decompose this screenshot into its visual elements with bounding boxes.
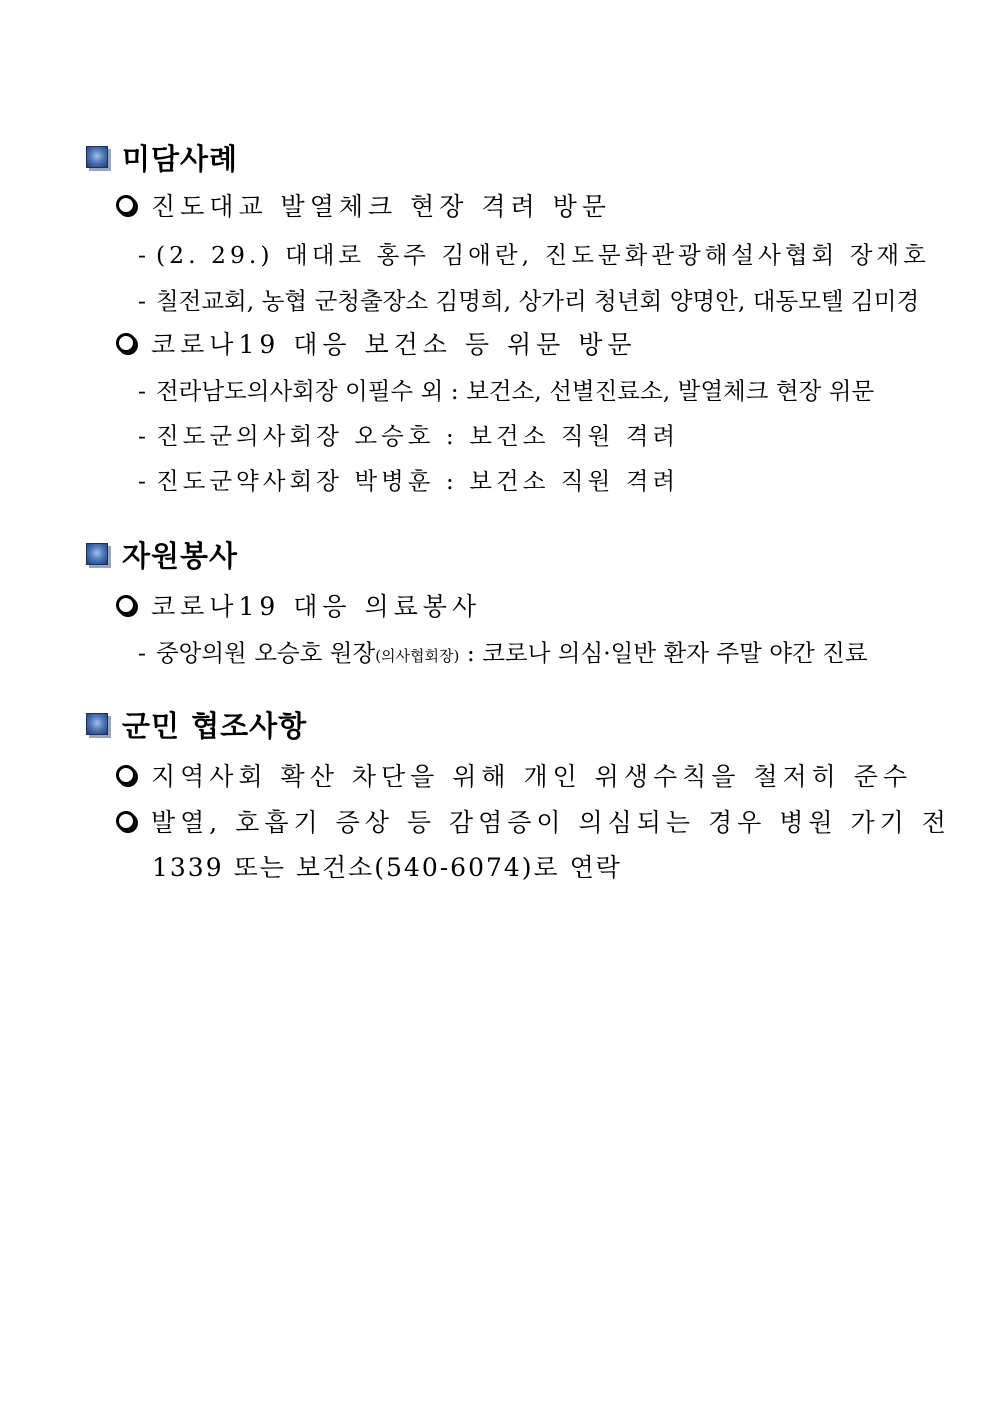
section-title: 자원봉사 [122,538,239,573]
sub-item [138,236,930,270]
dash-mark: - [138,377,146,405]
dash-mark: - [138,467,146,495]
square-bullet-icon [86,146,108,168]
section-heading-2 [86,534,238,574]
sub-text: (2. 29.) 대대로 홍주 김애란, 진도문화관광해설사협회 장재호 [155,241,930,269]
sub-text-after: : 코로나 의심·일반 환자 주말 야간 진료 [459,639,868,667]
sub-item [138,462,679,496]
bullet-text: 지역사회 확산 차단을 위해 개인 위생수칙을 철저히 준수 [151,762,913,791]
bullet-item [116,587,481,623]
circle-bullet-icon [116,765,136,785]
sub-item [138,634,868,668]
bullet-item [116,187,611,223]
bullet-item [116,803,951,839]
square-bullet-icon [86,543,108,565]
circle-bullet-icon [116,595,136,615]
bullet-item [116,757,912,793]
circle-bullet-icon [116,333,136,353]
sub-text: 진도군의사회장 오승호 : 보건소 직원 격려 [155,422,680,450]
sub-item [138,282,919,316]
sub-item [138,372,874,406]
sub-text: 진도군약사회장 박병훈 : 보건소 직원 격려 [155,467,680,495]
bullet-text: 코로나19 대응 의료봉사 [151,592,482,621]
section-title: 미담사례 [122,141,239,176]
dash-mark: - [138,241,146,269]
bullet-item [116,325,637,361]
dash-mark: - [138,639,146,667]
circle-bullet-icon [116,811,136,831]
circle-bullet-icon [116,195,136,215]
dash-mark: - [138,287,146,315]
bullet-text: 발열, 호흡기 증상 등 감염증이 의심되는 경우 병원 가기 전 [151,808,951,837]
sub-text: 칠전교회, 농협 군청출장소 김명희, 상가리 청년회 양명안, 대동모텔 김미경 [155,287,920,315]
sub-text-before: 중앙의원 오승호 원장 [155,639,376,667]
bullet-text: 진도대교 발열체크 현장 격려 방문 [151,192,611,221]
square-bullet-icon [86,713,108,735]
dash-mark: - [138,422,146,450]
section-heading-3 [86,704,307,744]
sub-text: 전라남도의사회장 이필수 외 : 보건소, 선별진료소, 발열체크 현장 위문 [155,377,875,405]
sub-text-small: (의사협회장) [375,647,460,665]
bullet-text: 코로나19 대응 보건소 등 위문 방문 [151,330,637,359]
section-heading-1 [86,137,238,177]
bullet-continuation: 1339 또는 보건소(540-6074)로 연락 [152,853,622,882]
sub-item [138,417,679,451]
section-title: 군민 협조사항 [122,708,308,743]
